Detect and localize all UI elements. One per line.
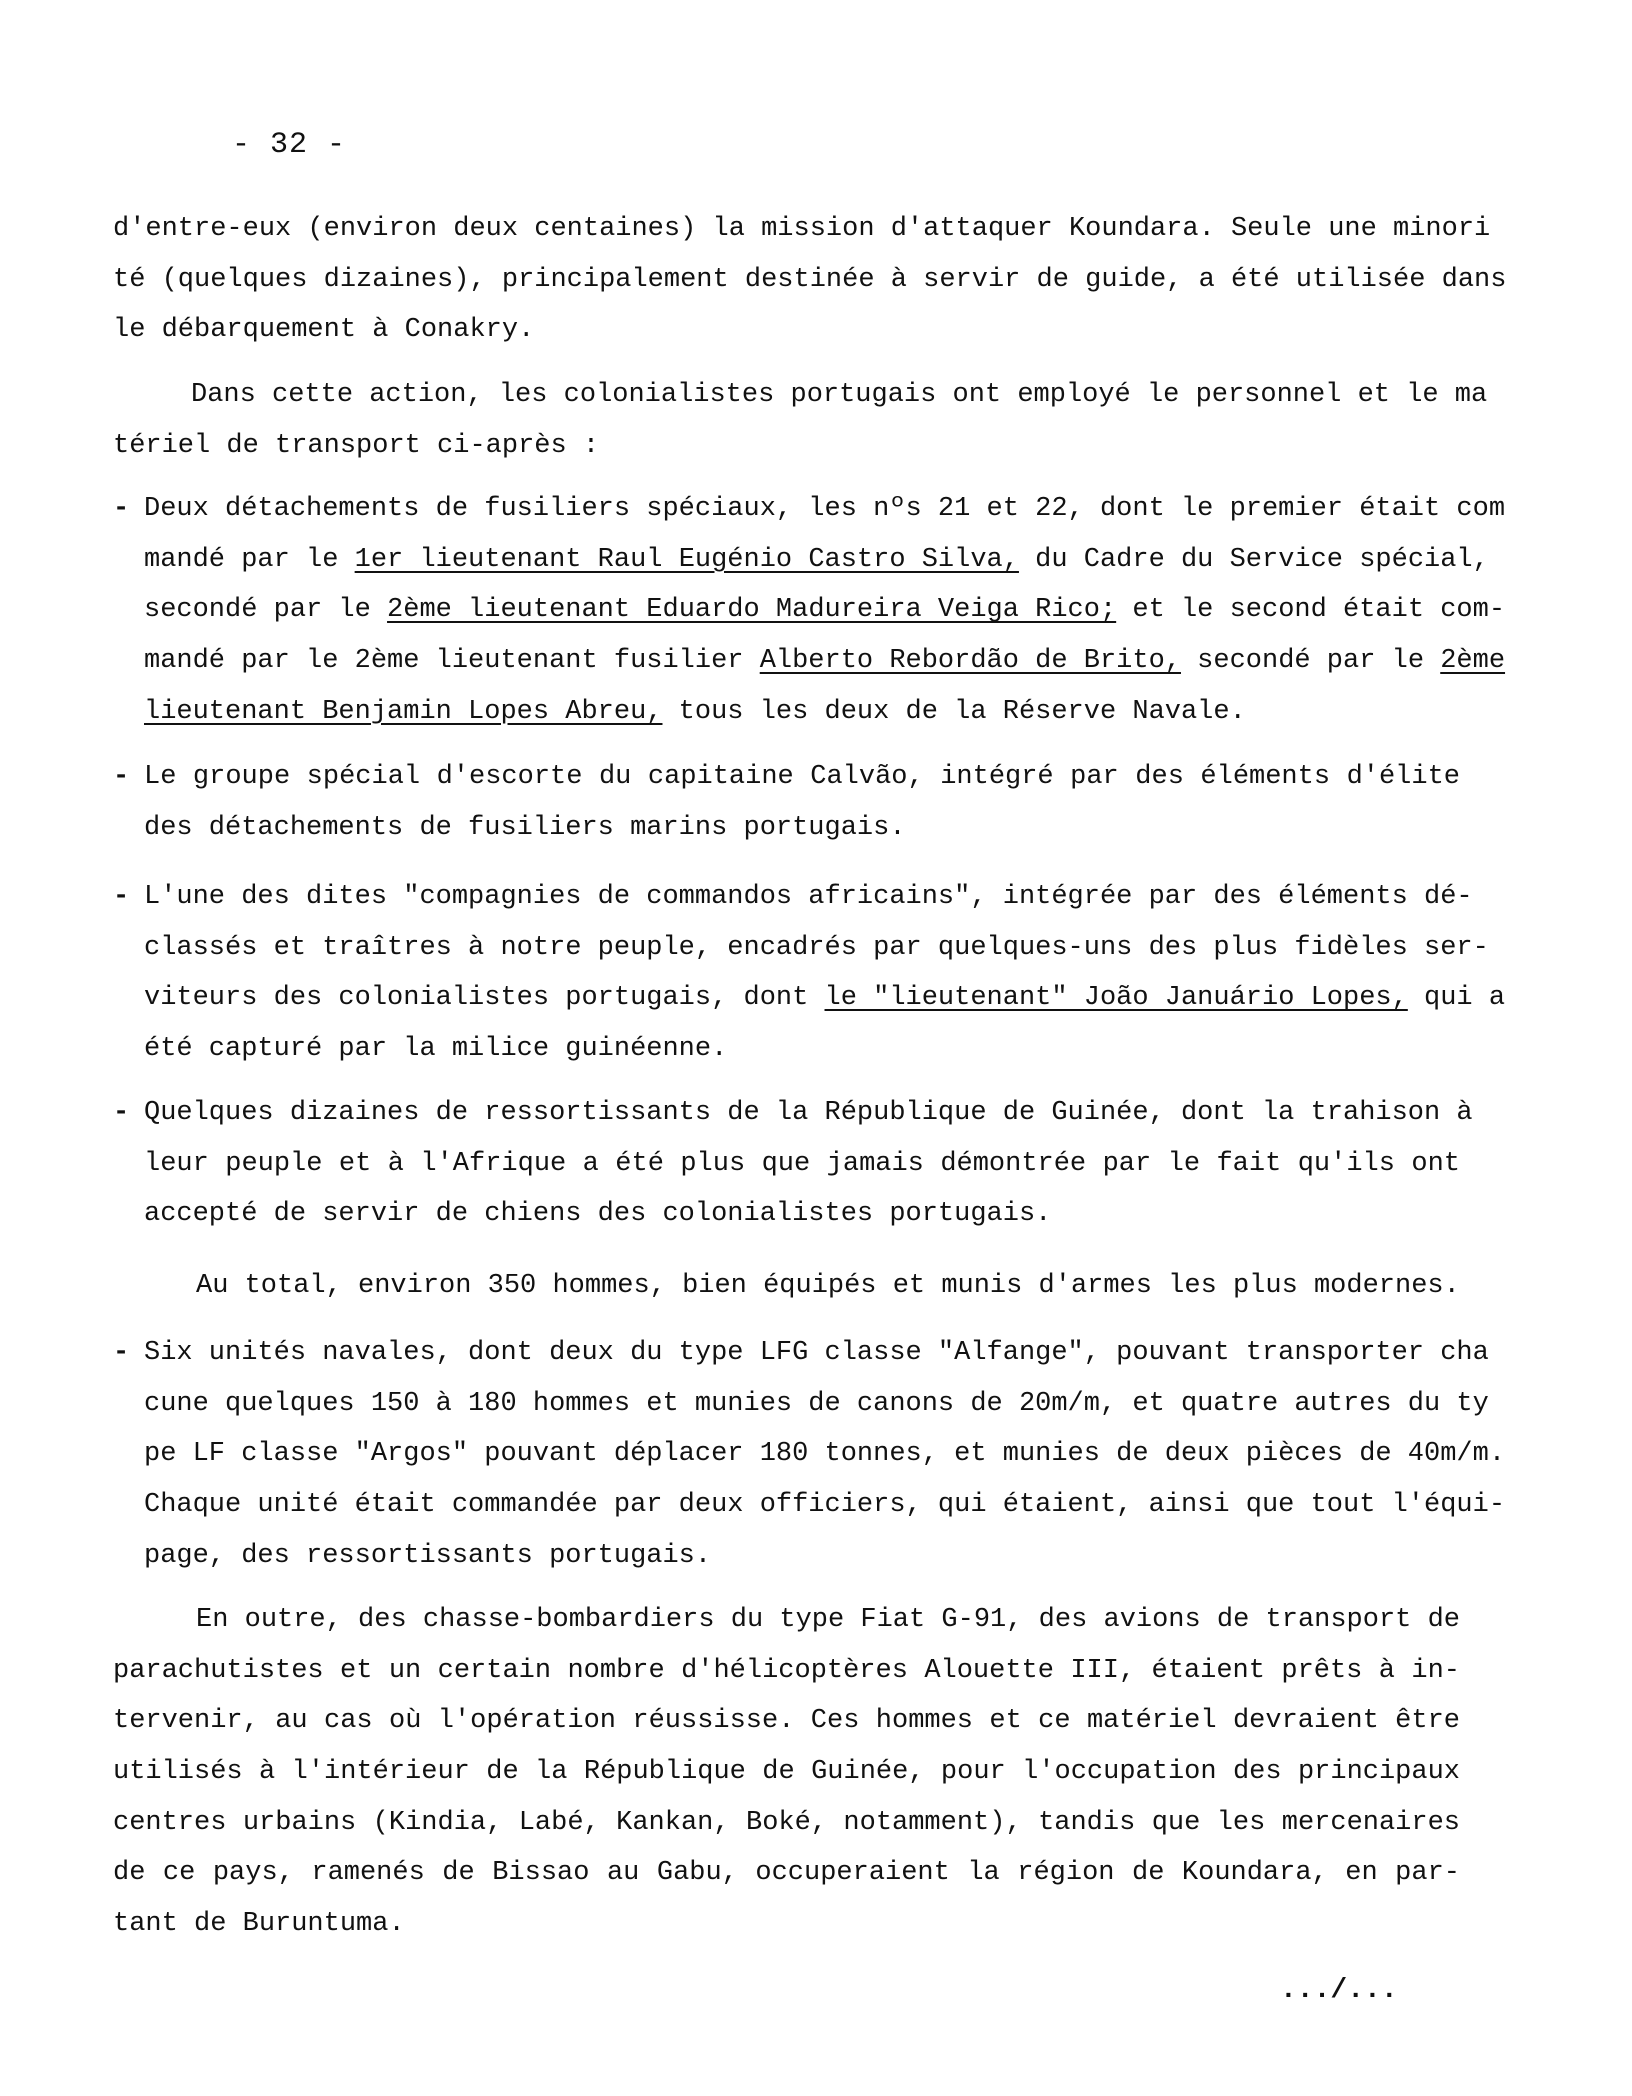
- paragraph-action: [113, 370, 1488, 471]
- text-line: [144, 923, 1489, 974]
- text-line: [144, 752, 1460, 803]
- text-line: [144, 973, 1506, 1024]
- text-segment: viteurs des colonialistes portugais, dont: [144, 983, 825, 1014]
- text-segment: Le groupe spécial d'escorte du capitaine Calvão, intégré par des éléments d'élite: [144, 762, 1460, 792]
- bullet-escort-group: [113, 752, 1460, 853]
- text-line: [144, 1531, 1460, 1582]
- text-segment: tervenir, au cas où l'opération réussisse. Ces hommes et ce matériel devraient être: [113, 1706, 1460, 1737]
- text-segment: d'entre-eux (environ deux centaines) la mission d'attaquer Koundara. Seule une minori: [113, 214, 1491, 244]
- text-segment: leur peuple et à l'Afrique a été plus que jamais démontrée par le fait qu'ils ont: [144, 1148, 1460, 1179]
- text-segment: Deux détachements de fusiliers spéciaux, les nºs 21 et 22, dont le premier était com: [144, 494, 1506, 524]
- text-line: [113, 1798, 1460, 1849]
- paragraph-aircraft: [113, 1595, 1460, 1950]
- bullet-dash: -: [113, 762, 130, 792]
- text-segment: Quelques dizaines de ressortissants de la République de Guinée, dont la trahison à: [144, 1098, 1473, 1128]
- text-line: [144, 687, 1460, 738]
- text-segment: classés et traîtres à notre peuple, encadrés par quelques-uns des plus fidèles ser-: [144, 932, 1489, 963]
- text-line: [144, 1480, 1506, 1531]
- underlined-name: 2ème lieutenant Eduardo Madureira Veiga Rico;: [387, 595, 1117, 626]
- text-segment: secondé par le: [144, 595, 388, 626]
- text-segment: des détachements de fusiliers marins portugais.: [144, 812, 906, 843]
- text-segment: parachutistes et un certain nombre d'hélicoptères Alouette III, étaient prêts à in-: [113, 1655, 1460, 1686]
- text-segment: secondé par le: [1180, 646, 1441, 677]
- text-segment: du Cadre du Service spécial,: [1018, 544, 1489, 575]
- text-line: [113, 305, 1460, 356]
- bullet-detachments: [113, 484, 1506, 737]
- text-segment: Chaque unité était commandée par deux officiers, qui étaient, ainsi que tout l'équi-: [144, 1490, 1506, 1521]
- bullet-dash: -: [113, 1098, 130, 1128]
- page-number: - 32 -: [232, 128, 347, 162]
- text-segment: cune quelques 150 à 180 hommes et munies de canons de 20m/m, et quatre autres du ty: [144, 1388, 1489, 1419]
- underlined-name: 2ème: [1440, 646, 1506, 677]
- bullet-commandos: [113, 872, 1506, 1075]
- underlined-name: Alberto Rebordão de Brito,: [759, 646, 1181, 677]
- text-segment: mandé par le: [144, 544, 355, 575]
- continuation-mark: .../...: [1280, 1975, 1398, 2006]
- underlined-name: le "lieutenant" João Januário Lopes,: [824, 983, 1408, 1014]
- text-segment: le débarquement à Conakry.: [113, 315, 535, 346]
- text-segment: Au total, environ 350 hommes, bien équipés et munis d'armes les plus modernes.: [196, 1271, 1460, 1301]
- text-line: [113, 255, 1507, 306]
- text-segment: tant de Buruntuma.: [113, 1909, 405, 1940]
- text-line: [144, 1328, 1489, 1379]
- text-line: [113, 421, 1460, 472]
- text-segment: tériel de transport ci-après :: [113, 430, 600, 461]
- text-segment: En outre, des chasse-bombardiers du type Fiat G-91, des avions de transport de: [196, 1605, 1460, 1635]
- text-line: [144, 535, 1489, 586]
- text-line: [113, 1747, 1460, 1798]
- text-segment: été capturé par la milice guinéenne.: [144, 1034, 728, 1065]
- text-segment: accepté de servir de chiens des colonialistes portugais.: [144, 1199, 1052, 1230]
- text-segment: et le second était com-: [1116, 595, 1506, 626]
- underlined-name: 1er lieutenant Raul Eugénio Castro Silva,: [354, 544, 1019, 575]
- text-segment: mandé par le 2ème lieutenant fusilier: [144, 646, 760, 677]
- bullet-naval-units: [113, 1328, 1506, 1581]
- text-line: [144, 1024, 1460, 1075]
- text-segment: page, des ressortissants portugais.: [144, 1540, 712, 1571]
- text-segment: Six unités navales, dont deux du type LFG classe "Alfange", pouvant transporter cha: [144, 1338, 1489, 1368]
- text-line: [144, 484, 1506, 535]
- text-line: [113, 204, 1491, 255]
- text-segment: de ce pays, ramenés de Bissao au Gabu, occuperaient la région de Koundara, en par-: [113, 1858, 1460, 1889]
- text-segment: L'une des dites "compagnies de commandos africains", intégrée par des éléments dé-: [144, 882, 1473, 912]
- text-line: [144, 1139, 1460, 1190]
- text-line: [144, 636, 1506, 687]
- bullet-dash: -: [113, 882, 130, 912]
- text-line: [113, 1646, 1460, 1697]
- text-segment: té (quelques dizaines), principalement destinée à servir de guide, a été utilisée dans: [113, 264, 1507, 295]
- text-segment: tous les deux de la Réserve Navale.: [662, 696, 1246, 727]
- text-line: [144, 872, 1473, 923]
- text-line: [144, 803, 1460, 854]
- text-segment: utilisés à l'intérieur de la République de Guinée, pour l'occupation des principaux: [113, 1757, 1460, 1788]
- text-line: [144, 585, 1506, 636]
- text-line: [113, 370, 1488, 421]
- text-segment: qui a: [1407, 983, 1506, 1014]
- underlined-name: lieutenant Benjamin Lopes Abreu,: [144, 696, 663, 727]
- bullet-dash: -: [113, 1338, 130, 1368]
- text-line: [144, 1189, 1460, 1240]
- text-line: [113, 1696, 1460, 1747]
- text-line: [113, 1848, 1460, 1899]
- paragraph-total: [196, 1261, 1460, 1312]
- text-line: [113, 1595, 1460, 1646]
- text-segment: Dans cette action, les colonialistes portugais ont employé le personnel et le ma: [191, 380, 1488, 410]
- text-line: [113, 1899, 1460, 1950]
- text-line: [144, 1088, 1473, 1139]
- bullet-guinea-nationals: [113, 1088, 1473, 1240]
- text-segment: pe LF classe "Argos" pouvant déplacer 180 tonnes, et munies de deux pièces de 40m/m.: [144, 1439, 1506, 1470]
- text-line: [144, 1379, 1489, 1430]
- bullet-dash: -: [113, 494, 130, 524]
- text-segment: centres urbains (Kindia, Labé, Kankan, Boké, notamment), tandis que les mercenaires: [113, 1807, 1460, 1838]
- text-line: [144, 1429, 1506, 1480]
- text-line: [196, 1261, 1460, 1312]
- paragraph-intro: [113, 204, 1507, 356]
